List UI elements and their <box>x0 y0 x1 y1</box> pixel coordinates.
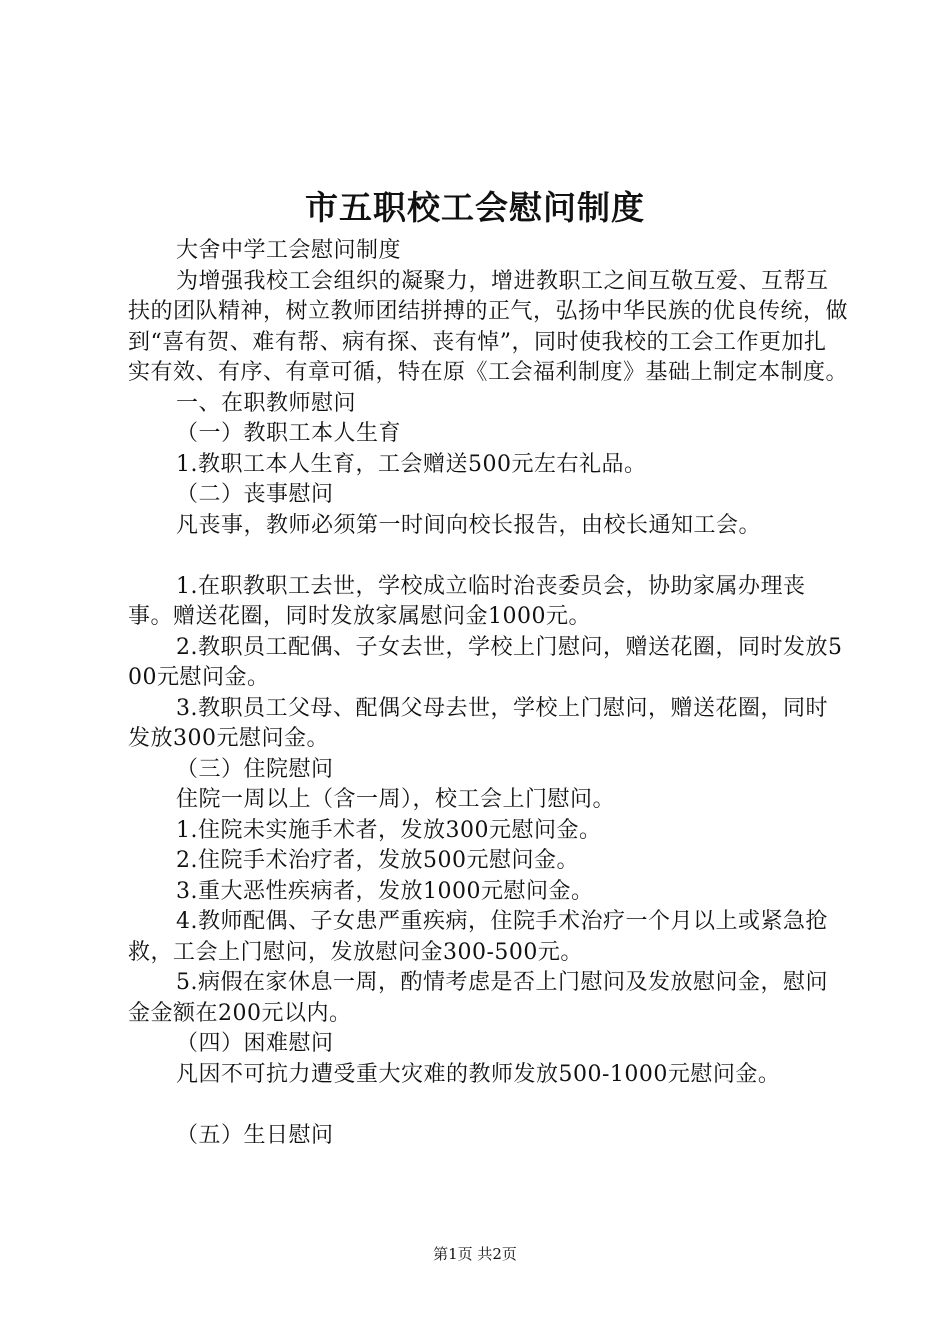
list-item: 4.教师配偶、子女患严重疾病，住院手术治疗一个月以上或紧急抢救，工会上门慰问，发放慰问金300-500元。 <box>128 909 828 965</box>
document-title: 市五职校工会慰问制度 <box>305 188 645 227</box>
paragraph: 凡因不可抗力遭受重大灾难的教师发放500-1000元慰问金。 <box>176 1061 781 1087</box>
list-item: 1.在职教职工去世，学校成立临时治丧委员会，协助家属办理丧事。赠送花圈，同时发放家属慰问金1000元。 <box>128 573 806 629</box>
paragraph: 凡丧事，教师必须第一时间向校长报告，由校长通知工会。 <box>176 512 762 538</box>
document-body <box>128 236 848 1151</box>
paragraph: 住院一周以上（含一周），校工会上门慰问。 <box>176 787 616 812</box>
list-item: 5.病假在家休息一周，酌情考虑是否上门慰问及发放慰问金，慰问金金额在200元以内。 <box>128 970 828 1026</box>
subsection-heading: （一）教职工本人生育 <box>176 421 402 446</box>
list-item: 2.教职员工配偶、子女去世，学校上门慰问，赠送花圈，同时发放500元慰问金。 <box>128 634 843 690</box>
page-footer: 第1页 共2页 <box>433 1245 517 1263</box>
paragraph-subtitle: 大舍中学工会慰问制度 <box>176 238 402 263</box>
list-item: 3.教职员工父母、配偶父母去世，学校上门慰问，赠送花圈，同时发放300元慰问金。 <box>128 695 828 751</box>
subsection-heading: （三）住院慰问 <box>176 756 334 782</box>
subsection-heading: （五）生日慰问 <box>176 1122 334 1148</box>
list-item: 1.教职工本人生育，工会赠送500元左右礼品。 <box>176 451 647 477</box>
blank-line <box>128 541 848 572</box>
section-heading: 一、在职教师慰问 <box>176 390 357 416</box>
blank-line <box>128 1090 848 1121</box>
list-item: 2.住院手术治疗者，发放500元慰问金。 <box>176 848 579 873</box>
list-item: 1.住院未实施手术者，发放300元慰问金。 <box>176 817 602 843</box>
paragraph-intro: 为增强我校工会组织的凝聚力，增进教职工之间互敬互爱、互帮互扶的团队精神，树立教师团结拼搏的正气，弘扬中华民族的优良传统，做到“喜有贺、难有帮、病有探、丧有悼”，同时使我校的工会工作更加扎实有效、有序、有章可循，特在原《工会福利制度》基础上制定本制度。 <box>128 268 849 385</box>
subsection-heading: （二）丧事慰问 <box>176 482 334 507</box>
list-item: 3.重大恶性疾病者，发放1000元慰问金。 <box>176 878 594 904</box>
subsection-heading: （四）困难慰问 <box>176 1031 334 1056</box>
